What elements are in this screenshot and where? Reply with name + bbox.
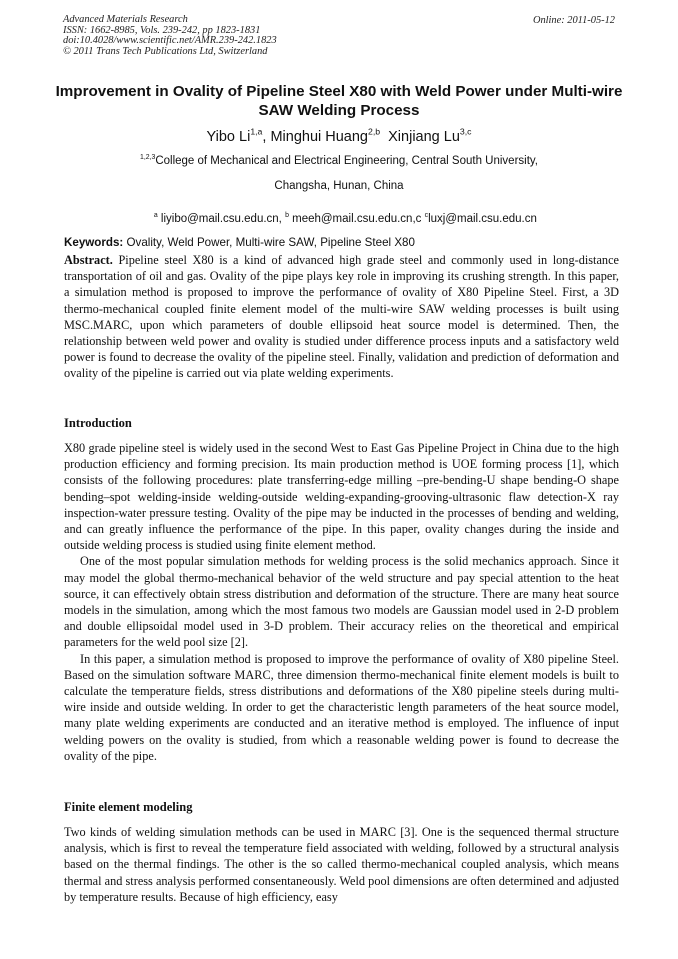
paragraph: One of the most popular simulation methods for welding process is the solid mechanics approach. Since it may model the global thermo-mechanical behavior of the weld structure and pay special attention to the heat source, it can effectively obtain stress distribution and deformation of the structure. There are many heat source models in the simulation, among which the most famous two models are Gaussian model used in 2-D problem and double ellipsoidal model used in 3-D problem. Their accuracy relies on the theoretical and empirical parameters for the weld pool size [2]. xyxy=(64,554,619,650)
keywords xyxy=(64,236,619,250)
email-c: luxj@mail.csu.edu.cn xyxy=(428,213,537,225)
affiliation-mark: 1,2,3 xyxy=(139,153,156,161)
email-mark: a xyxy=(153,211,158,219)
affiliation-line-2: Changsha, Hunan, China xyxy=(274,180,404,192)
doi-line: doi:10.4028/www.scientific.net/AMR.239-242.1823 xyxy=(63,35,277,47)
paragraph: In this paper, a simulation method is proposed to improve the performance of ovality of X80 pipeline Steel. Based on the simulation software MARC, three dimension thermo-mechanical finite element models is built to calculate the temperature fields, stress distributions and deformations of the X80 pipeline steels during multi-wire inside and outside welding. In order to get the characteristic length parameters of the heat source model, many plate welding experiments are conducted and an iterative method is employed. The influence of input welding powers on the ovality is studied, from which a reasonable welding power is found to decrease the ovality of the pipe. xyxy=(64,651,619,763)
section-heading-introduction: Introduction xyxy=(64,416,132,430)
journal-name: Advanced Materials Research xyxy=(63,14,188,25)
finite-element-modeling-body xyxy=(64,824,619,905)
email-a: liyibo@mail.csu.edu.cn, xyxy=(157,213,286,225)
online-date: Online: 2011-05-12 xyxy=(532,15,615,26)
author-list xyxy=(0,126,678,145)
affiliation-line-1 xyxy=(0,155,678,167)
author-name: Xinjiang Lu xyxy=(388,129,460,145)
email-mark: c xyxy=(424,211,429,219)
affiliation-text: College of Mechanical and Electrical Engineering, Central South University, xyxy=(155,155,538,167)
journal-header xyxy=(63,15,277,57)
abstract-label: Abstract. xyxy=(64,253,113,267)
author-separator xyxy=(380,129,388,145)
abstract xyxy=(64,252,619,382)
author-separator: , xyxy=(262,129,271,145)
author-affiliation-mark: 3,c xyxy=(459,126,472,137)
section-heading-finite-element-modeling: Finite element modeling xyxy=(64,800,193,814)
author-affiliation-mark: 1,a xyxy=(250,126,263,137)
introduction-body xyxy=(64,440,619,764)
author-name: Yibo Li xyxy=(206,129,251,145)
paper-title: Improvement in Ovality of Pipeline Steel X80 with Weld Power under Multi-wire SAW Welding Process xyxy=(55,83,623,119)
author-affiliation-mark: 2,b xyxy=(368,126,381,137)
keywords-label: Keywords: xyxy=(64,236,124,249)
author-name: Minghui Huang xyxy=(270,129,368,145)
paragraph: X80 grade pipeline steel is widely used in the second West to East Gas Pipeline Project in China due to the high production efficiency and forming precision. Its main production method is UOE forming process [1], which consists of the following procedures: plate transferring-edge milling –pre-bending-U shape bending-O shape bending–spot welding-inside welding-outside welding-expanding-grooving-ultrasonic flaw detection-X ray inspection-water pressure testing. Ovality of the pipe may be inducted in the processes of bending and welding, and can greatly influence the performance of the pipe. In this paper, ovality changes during the inside and outside welding process is studied using finite element method. xyxy=(64,441,619,553)
email-mark: b xyxy=(285,211,289,219)
paragraph: Two kinds of welding simulation methods can be used in MARC [3]. One is the sequenced thermal structure analysis, which is first to reveal the temperature field associated with welding, followed by a structural analysis based on the thermal findings. The other is the so called thermo-mechanical coupled analysis, which means thermal and stress analysis performed consentaneously. Weld pool dimensions are often determined and adjusted by temperature results. Because of high efficiency, easy xyxy=(64,825,619,904)
issn-line: ISSN: 1662-8985, Vols. 239-242, pp 1823-1831 xyxy=(63,24,261,36)
copyright-line: © 2011 Trans Tech Publications Ltd, Switzerland xyxy=(63,45,268,57)
author-emails xyxy=(0,201,678,237)
email-b: meeh@mail.csu.edu.cn,c xyxy=(288,213,425,225)
keywords-text: Ovality, Weld Power, Multi-wire SAW, Pipeline Steel X80 xyxy=(123,236,415,249)
abstract-text: Pipeline steel X80 is a kind of advanced high grade steel and commonly used in long-distance transportation of oil and gas. Ovality of the pipe plays key role in improving its crushing strength. In this paper, a simulation method is proposed to improve the performance of ovality of X80 Pipeline Steel. First, a 3D thermo-mechanical coupled finite element model of the multi-wire SAW welding processes is built using MSC.MARC, upon which parameters of double ellipsoid heat source model is determined. Then, the relationship between weld power and ovality is studied under difference process inputs and a satisfactory weld power is found to decrease the ovality of the pipeline steel. Finally, validation and prediction of deformation and ovality of the pipeline is carried out via plate welding experiments. xyxy=(64,253,619,381)
